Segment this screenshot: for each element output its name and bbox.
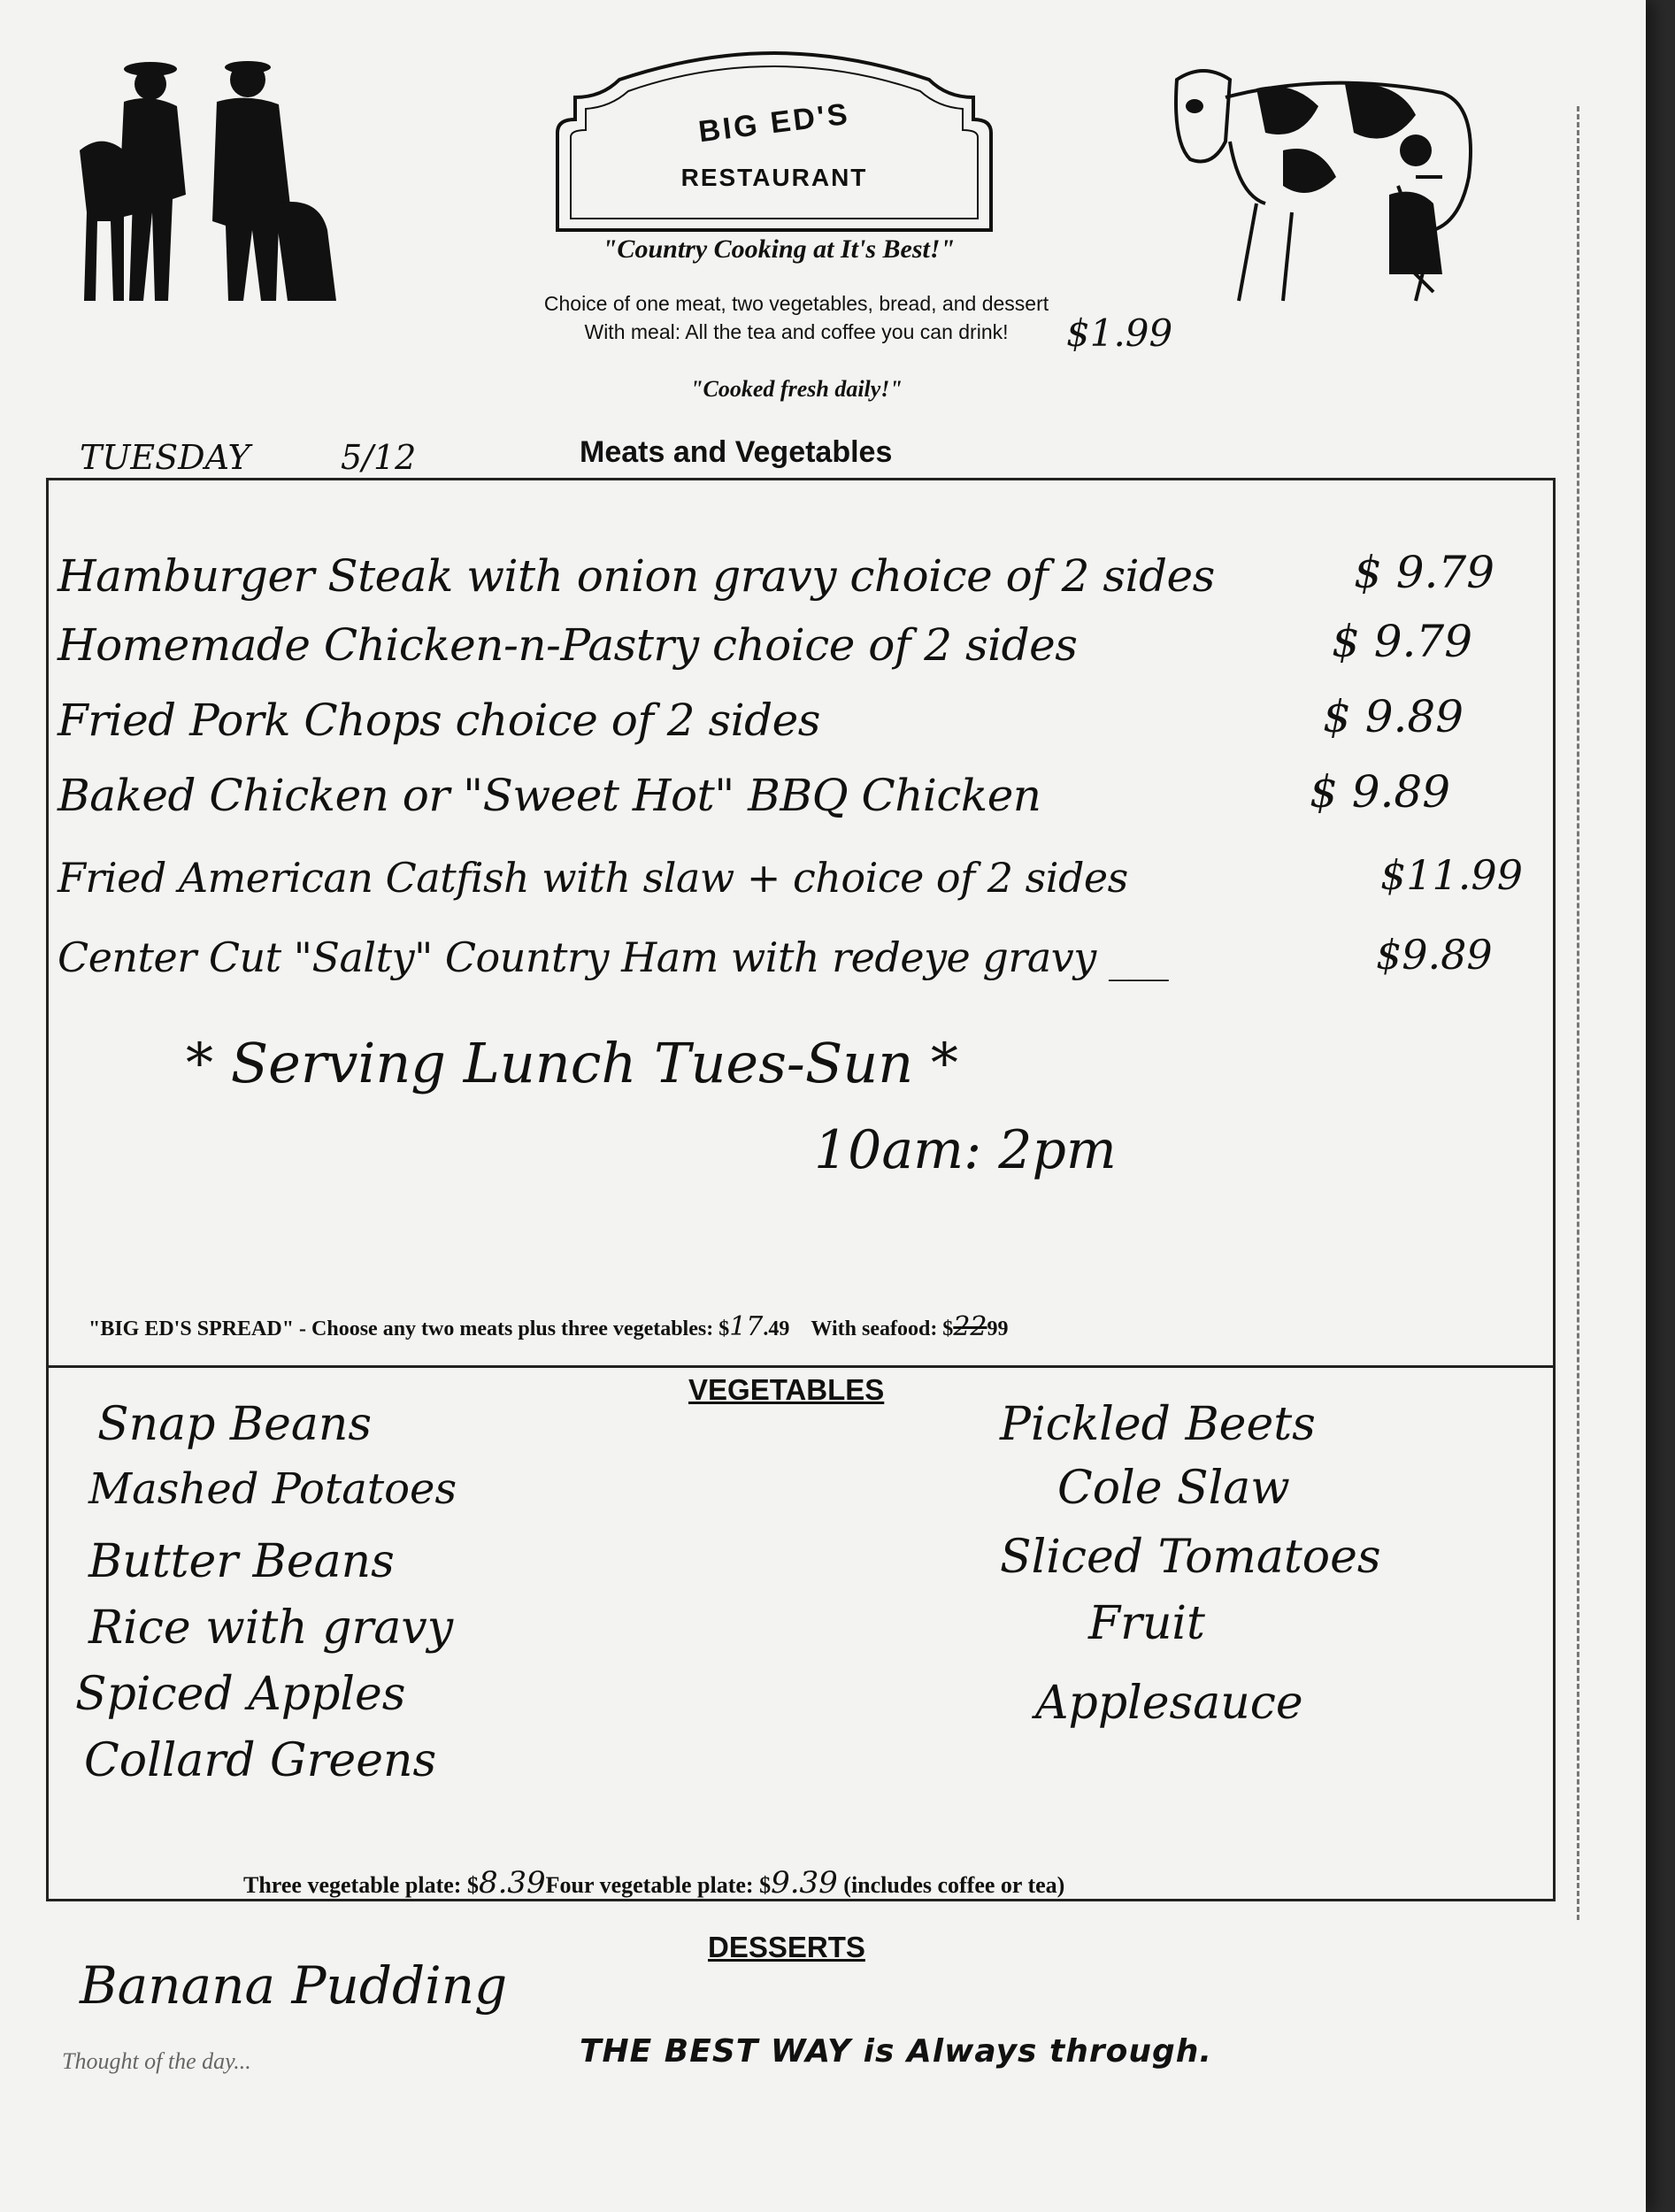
serving-hours: 10am: 2pm [814,1119,1117,1181]
meat-item-name: Center Cut "Salty" Country Ham with redeye gravy ___ [58,933,1169,981]
vegetable-item: Cole Slaw [1057,1462,1290,1515]
spread-label: "BIG ED'S SPREAD" - Choose any two meats plus three vegetables: $ [88,1317,730,1340]
meat-item-price: $ 9.79 [1354,547,1495,598]
three-plate-label: Three vegetable plate: $ [243,1872,479,1898]
meat-item-name: Fried Pork Chops choice of 2 sides [58,695,820,746]
three-plate-price: 8.39 [478,1865,546,1901]
cow-milkmaid-icon [1150,53,1513,310]
vegetable-item: Mashed Potatoes [88,1464,457,1514]
menu-day: TUESDAY [80,438,250,477]
vegetable-plate-prices [243,1865,1064,1901]
cooked-fresh-slogan: "Cooked fresh daily!" [690,376,903,402]
tagline: "Country Cooking at It's Best!" [602,234,956,264]
four-plate-price: 9.39 [771,1865,838,1901]
meat-item-name: Baked Chicken or "Sweet Hot" BBQ Chicken [58,770,1041,821]
spread-price-cents: .49 [763,1317,790,1340]
vegetable-item: Butter Beans [88,1535,395,1588]
vegetable-item: Spiced Apples [75,1668,406,1721]
meat-item-name: Homemade Chicken-n-Pastry choice of 2 sides [58,619,1078,671]
meat-item-price: $ 9.79 [1332,616,1473,667]
vegetable-item: Sliced Tomatoes [1000,1531,1381,1584]
vegetable-item: Snap Beans [97,1398,373,1451]
plate-note: (includes coffee or tea) [843,1872,1065,1898]
big-eds-spread-line [88,1311,1009,1342]
meal-info-line-2: With meal: All the tea and coffee you can drink! [584,320,1009,343]
vegetables-title: VEGETABLES [688,1373,885,1406]
brand-name: BIG ED'S [696,96,852,150]
handwritten-drink-price: $1.99 [1066,311,1173,355]
serving-lunch-note: * Serving Lunch Tues-Sun * [186,1031,958,1095]
farmers-silhouette-icon [71,44,389,310]
meats-section-title: Meats and Vegetables [580,435,893,469]
menu-date: 5/12 [341,438,417,477]
seafood-price-cents: 99 [987,1317,1009,1340]
meat-item-price: $ 9.89 [1323,691,1464,742]
seafood-price: 22 [953,1311,987,1342]
meal-info-line-1: Choice of one meat, two vegetables, bread, and dessert [543,292,1049,315]
vegetable-item: Collard Greens [84,1734,437,1787]
meats-box [46,478,1556,1368]
brand-subtitle: RESTAURANT [680,164,868,191]
desserts-title: DESSERTS [708,1931,865,1963]
thought-of-day-label: Thought of the day... [62,2048,251,2074]
seafood-label: With seafood: $ [811,1317,954,1340]
thought-of-day: THE BEST WAY is Always through. [580,2033,1213,2070]
meat-item-name: Fried American Catfish with slaw + choice of 2 sides [58,854,1128,902]
dessert-item: Banana Pudding [80,1955,508,2016]
vegetable-item: Fruit [1088,1597,1205,1650]
meat-item-price: $ 9.89 [1310,766,1451,818]
fold-line [1577,106,1579,1920]
four-plate-label: Four vegetable plate: $ [545,1872,772,1898]
vegetable-item: Pickled Beets [1000,1398,1316,1451]
meat-item-name: Hamburger Steak with onion gravy choice of 2 sides [58,550,1215,602]
vegetable-item: Rice with gravy [88,1601,454,1655]
restaurant-sign-frame [522,49,1026,239]
vegetable-item: Applesauce [1035,1677,1303,1730]
meat-item-price: $9.89 [1376,931,1493,979]
spread-price: 17 [729,1311,764,1342]
meat-item-price: $11.99 [1380,851,1523,899]
